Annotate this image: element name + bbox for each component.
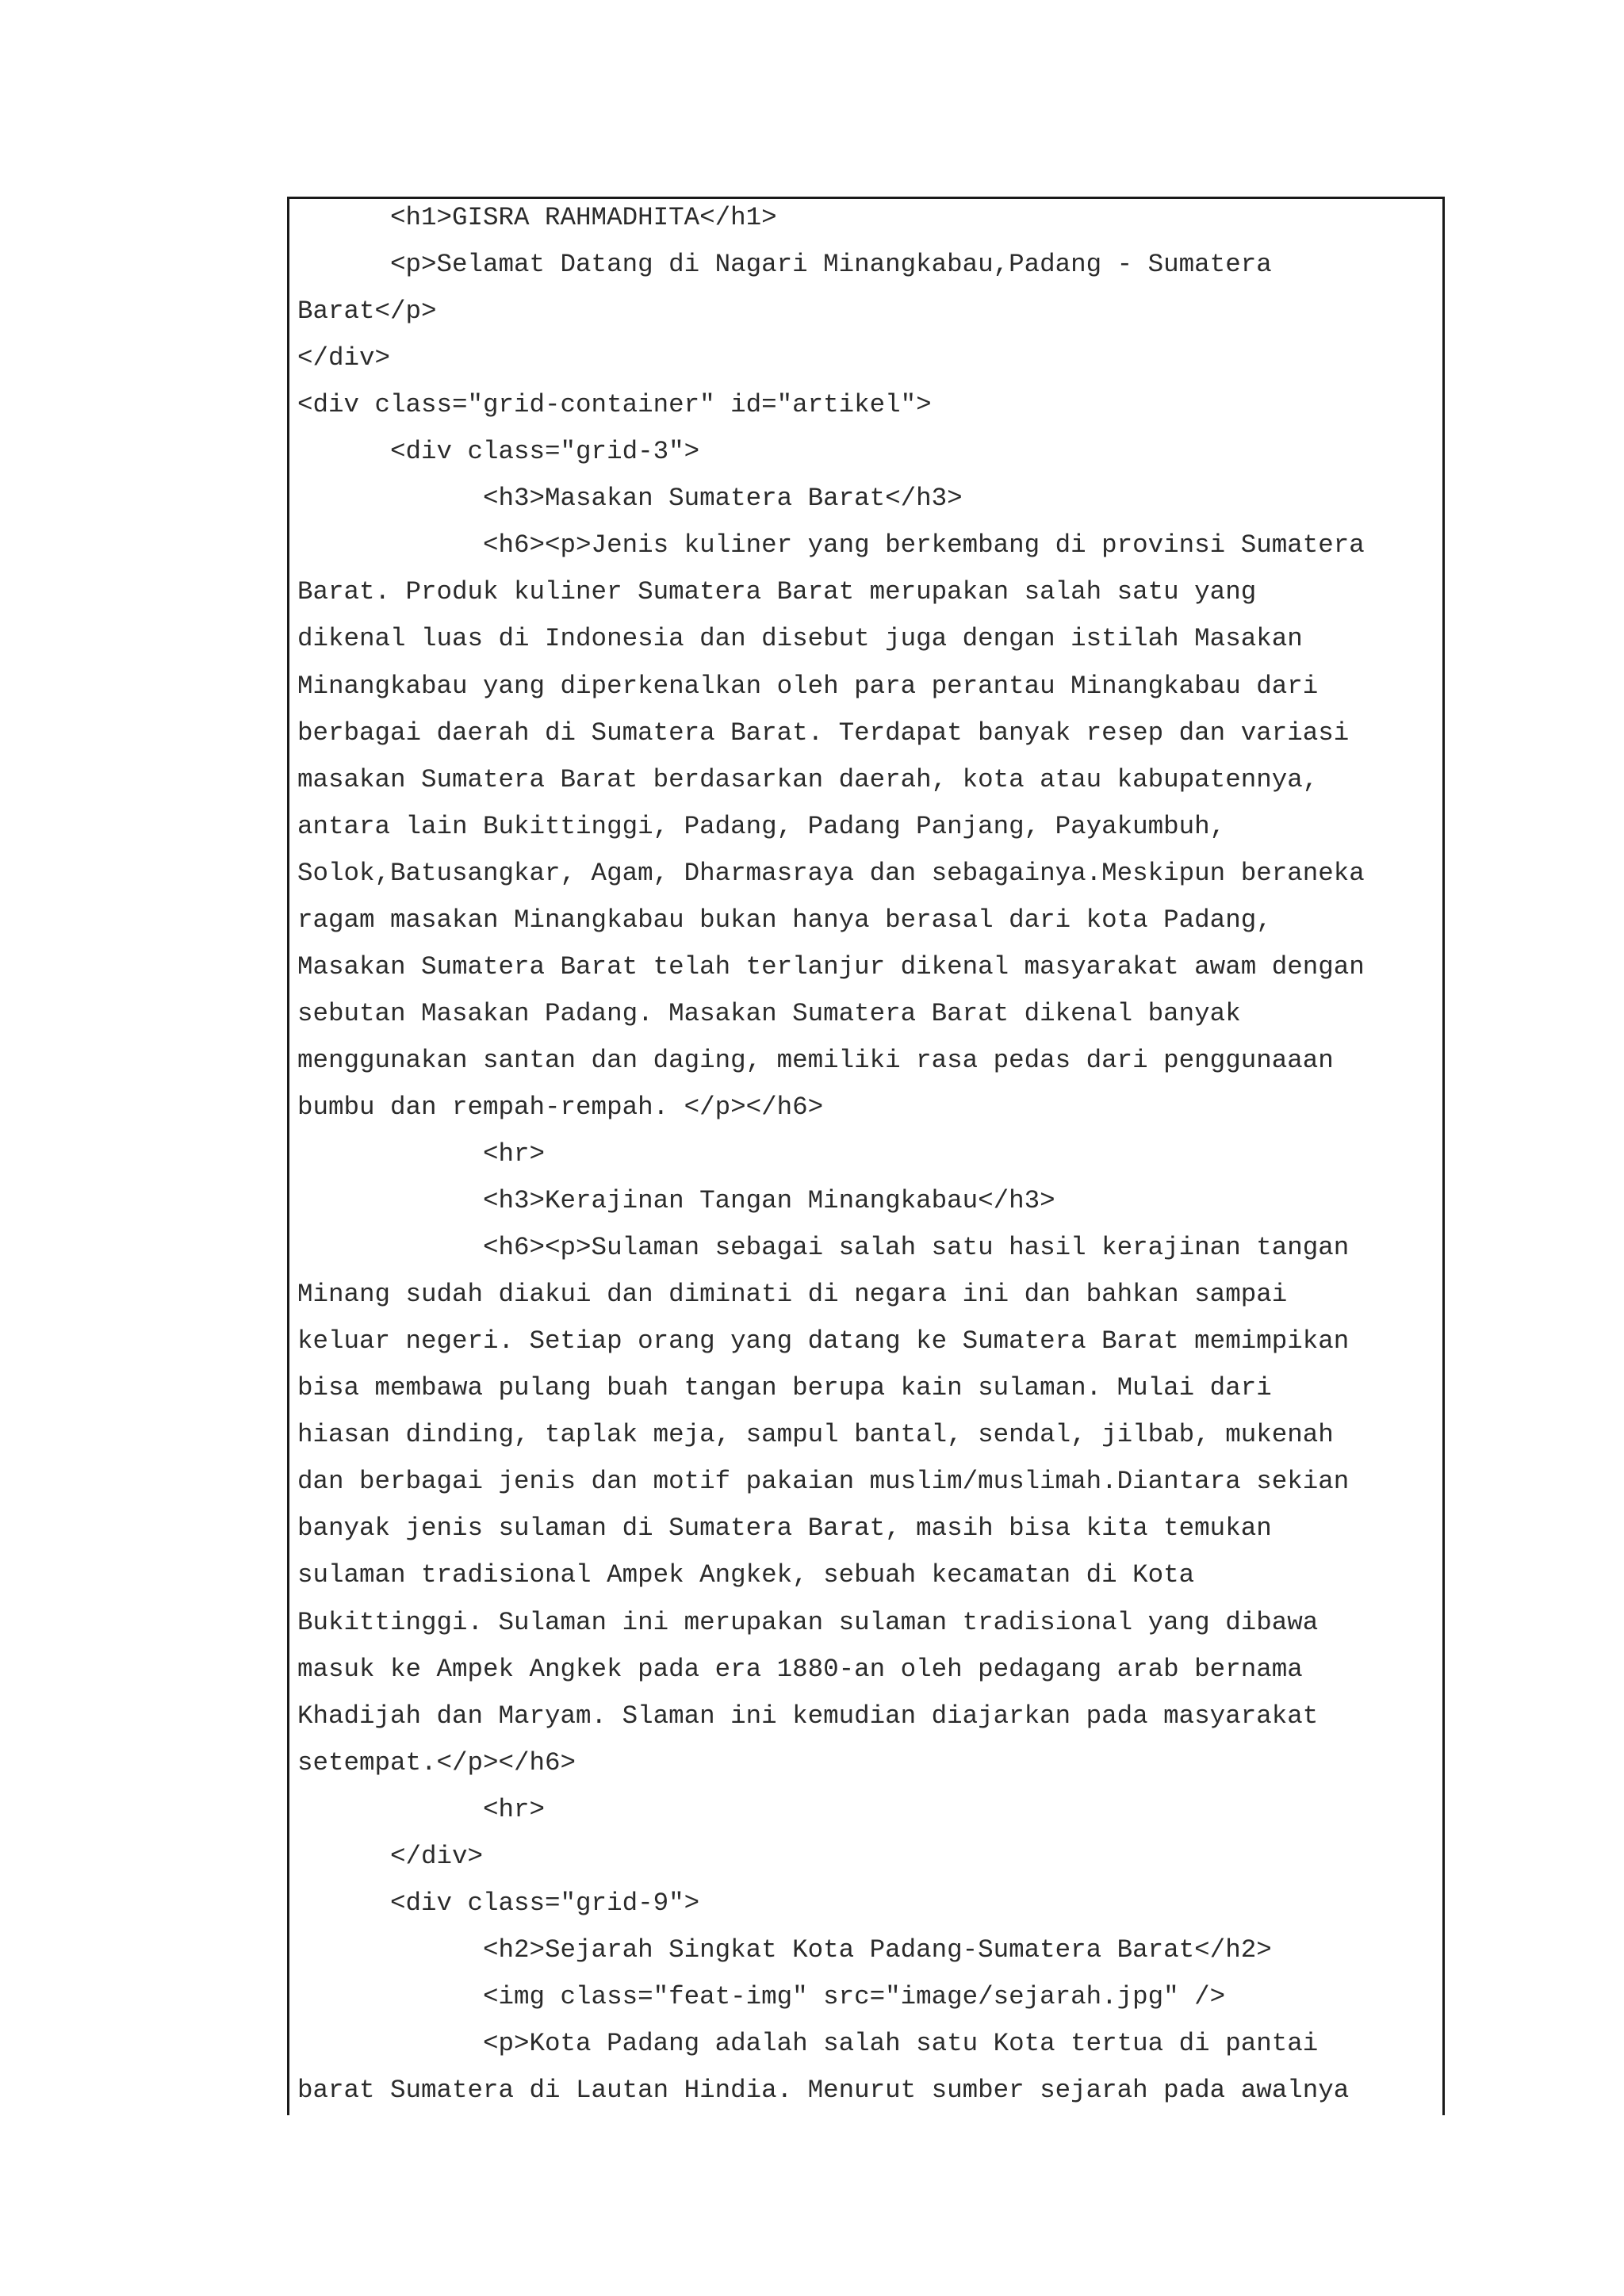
code-line: <p>Kota Padang adalah salah satu Kota tertua di pantai	[297, 2028, 1319, 2058]
code-line: <hr>	[297, 1139, 546, 1169]
code-line: masuk ke Ampek Angkek pada era 1880-an oleh pedagang arab bernama	[297, 1654, 1303, 1684]
code-line: Barat</p>	[297, 297, 437, 327]
code-line: setempat.</p></h6>	[297, 1747, 576, 1777]
code-line: antara lain Bukittinggi, Padang, Padang Panjang, Payakumbuh,	[297, 811, 1226, 841]
code-line: menggunakan santan dan daging, memiliki rasa pedas dari penggunaaan	[297, 1045, 1334, 1075]
code-line: Bukittinggi. Sulaman ini merupakan sulaman tradisional yang dibawa	[297, 1607, 1319, 1637]
code-line: <hr>	[297, 1794, 546, 1824]
code-line: barat Sumatera di Lautan Hindia. Menurut sumber sejarah pada awalnya	[297, 2076, 1350, 2105]
code-line: <h3>Kerajinan Tangan Minangkabau</h3>	[297, 1186, 1055, 1216]
code-line: berbagai daerah di Sumatera Barat. Terdapat banyak resep dan variasi	[297, 718, 1350, 748]
code-line: <div class="grid-3">	[297, 437, 700, 467]
code-line: bisa membawa pulang buah tangan berupa kain sulaman. Mulai dari	[297, 1373, 1272, 1403]
code-line: </div>	[297, 1841, 484, 1871]
code-line: <img class="feat-img" src="image/sejarah.jpg" />	[297, 1981, 1226, 2011]
code-line: <p>Selamat Datang di Nagari Minangkabau,Padang - Sumatera	[297, 250, 1272, 280]
code-line: dan berbagai jenis dan motif pakaian muslim/muslimah.Diantara sekian	[297, 1467, 1350, 1497]
code-line: </div>	[297, 343, 391, 373]
code-line: Solok,Batusangkar, Agam, Dharmasraya dan sebagainya.Meskipun beraneka	[297, 858, 1365, 888]
code-line: Barat. Produk kuliner Sumatera Barat merupakan salah satu yang	[297, 577, 1257, 607]
code-line: sebutan Masakan Padang. Masakan Sumatera Barat dikenal banyak	[297, 998, 1241, 1028]
code-line: <h6><p>Jenis kuliner yang berkembang di provinsi Sumatera	[297, 530, 1365, 561]
code-line: hiasan dinding, taplak meja, sampul bantal, sendal, jilbab, mukenah	[297, 1420, 1334, 1450]
code-line: Masakan Sumatera Barat telah terlanjur dikenal masyarakat awam dengan	[297, 951, 1365, 982]
code-line: <h1>GISRA RAHMADHITA</h1>	[297, 203, 777, 232]
code-listing-box	[287, 197, 1445, 2115]
code-line: ragam masakan Minangkabau bukan hanya berasal dari kota Padang,	[297, 905, 1272, 935]
code-line: Minang sudah diakui dan diminati di negara ini dan bahkan sampai	[297, 1280, 1288, 1310]
code-line: masakan Sumatera Barat berdasarkan daerah, kota atau kabupatennya,	[297, 764, 1319, 794]
code-line: banyak jenis sulaman di Sumatera Barat, masih bisa kita temukan	[297, 1513, 1272, 1544]
code-line: <div class="grid-container" id="artikel">	[297, 390, 932, 420]
code-line: dikenal luas di Indonesia dan disebut juga dengan istilah Masakan	[297, 624, 1303, 654]
code-line: sulaman tradisional Ampek Angkek, sebuah kecamatan di Kota	[297, 1560, 1195, 1590]
code-line: <div class="grid-9">	[297, 1888, 700, 1918]
code-line: bumbu dan rempah-rempah. </p></h6>	[297, 1092, 824, 1122]
code-line: <h2>Sejarah Singkat Kota Padang-Sumatera Barat</h2>	[297, 1934, 1272, 1965]
code-line: <h6><p>Sulaman sebagai salah satu hasil kerajinan tangan	[297, 1233, 1350, 1263]
code-line: <h3>Masakan Sumatera Barat</h3>	[297, 484, 963, 514]
code-line: Khadijah dan Maryam. Slaman ini kemudian diajarkan pada masyarakat	[297, 1701, 1319, 1731]
code-line: keluar negeri. Setiap orang yang datang ke Sumatera Barat memimpikan	[297, 1326, 1350, 1357]
code-line: Minangkabau yang diperkenalkan oleh para perantau Minangkabau dari	[297, 671, 1319, 701]
